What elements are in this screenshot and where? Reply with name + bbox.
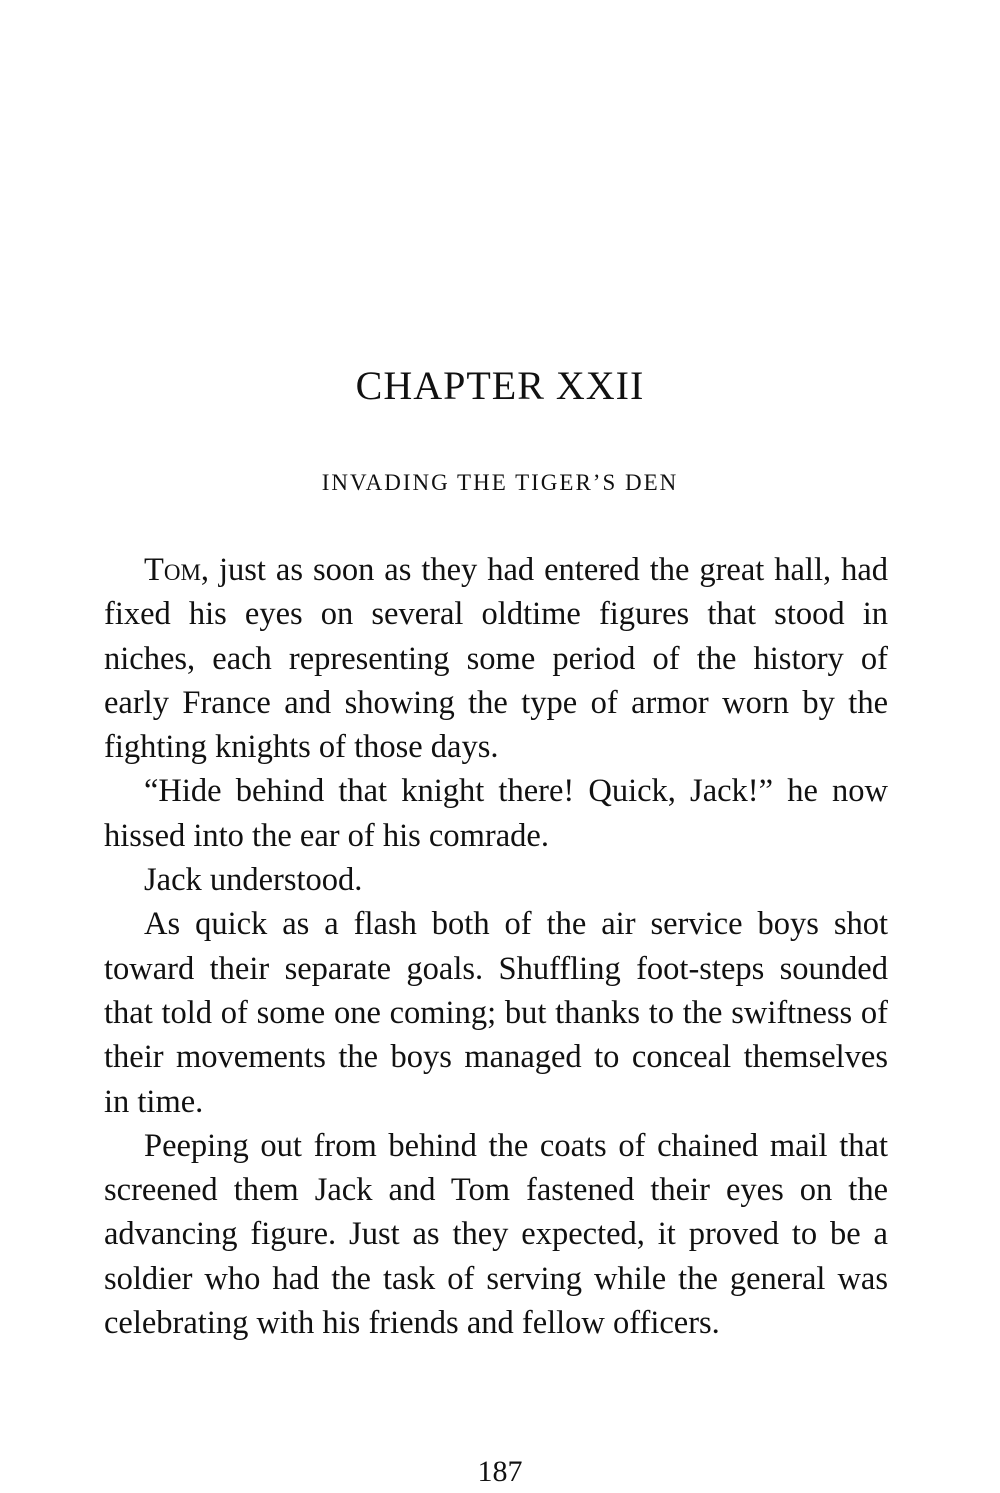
chapter-heading: CHAPTER XXII [355,363,645,408]
paragraph-lead-word: Tom, [144,552,210,588]
page-number: 187 [477,1455,523,1488]
paragraph: Jack understood. [144,862,363,899]
paragraph: As quick as a flash both of the air service boys shot toward their separate goals. Shuffling foot-steps sounded that told of some one coming; but thanks to the swiftness of their movements the boys managed to conceal themselves in time. [104,906,888,1120]
paragraph-text: just as soon as they had entered the great hall, had fixed his eyes on several oldtime figures that stood in niches, each representing some period of the history of early France and showing the type of armor worn by the fighting knights of those days. [104,552,888,766]
paragraph: “Hide behind that knight there! Quick, Jack!” he now hissed into the ear of his comrade. [104,773,888,854]
paragraph: Peeping out from behind the coats of chained mail that screened them Jack and Tom fastened their eyes on the advancing figure. Just as they expected, it proved to be a soldier who had the task of serving while the general was celebrating with his friends and fellow officers. [104,1127,888,1342]
chapter-title: INVADING THE TIGER’S DEN [321,470,679,495]
paragraph [104,548,888,769]
chapter-body [104,548,888,1345]
